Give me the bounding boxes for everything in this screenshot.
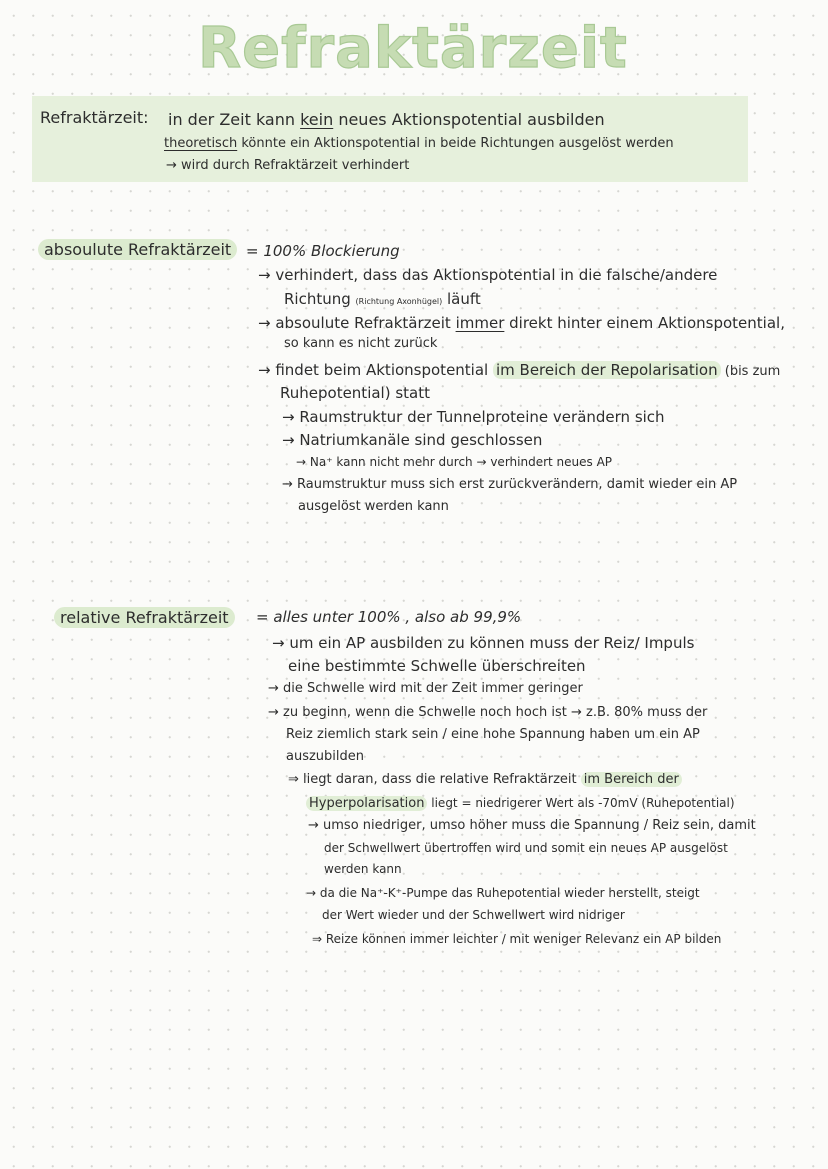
relative-definition: = alles unter 100% , also ab 99,9% bbox=[256, 608, 522, 626]
relative-line-7 bbox=[288, 772, 682, 787]
intro-text-pre: in der Zeit kann bbox=[168, 110, 301, 129]
absolute-line-5-highlight: im Bereich der Repolarisation bbox=[493, 361, 721, 379]
relative-line-8 bbox=[306, 796, 735, 811]
intro-text-post: neues Aktionspotential ausbilden bbox=[333, 110, 605, 129]
relative-line-8-post: liegt = niedrigerer Wert als -70mV (Ruhepotential) bbox=[427, 796, 735, 810]
absolute-line-3 bbox=[258, 314, 785, 332]
relative-line-12: → da die Na⁺-K⁺-Pumpe das Ruhepotential wieder herstellt, steigt bbox=[306, 886, 700, 900]
intro-line-2-underlined: theoretisch bbox=[164, 136, 238, 151]
absolute-term-label: absoulute Refraktärzeit bbox=[38, 239, 237, 260]
relative-line-14: ⇒ Reize können immer leichter / mit weniger Relevanz ein AP bilden bbox=[312, 932, 722, 946]
relative-line-11: werden kann bbox=[324, 862, 402, 876]
absolute-line-4: so kann es nicht zurück bbox=[284, 336, 438, 351]
absolute-line-5 bbox=[258, 361, 780, 379]
intro-line-2 bbox=[164, 136, 674, 151]
absolute-line-11: ausgelöst werden kann bbox=[298, 499, 449, 514]
absolute-line-3-pre: → absoulute Refraktärzeit bbox=[258, 314, 456, 332]
relative-line-1: → um ein AP ausbilden zu können muss der Reiz/ Impuls bbox=[272, 634, 695, 652]
absolute-line-2-end: läuft bbox=[447, 290, 481, 308]
relative-line-9: → umso niedriger, umso höher muss die Spannung / Reiz sein, damit bbox=[308, 818, 756, 833]
relative-line-8-highlight: Hyperpolarisation bbox=[306, 796, 427, 811]
absolute-line-5-pre: → findet beim Aktionspotential bbox=[258, 361, 493, 379]
absolute-line-6: Ruhepotential) statt bbox=[280, 384, 430, 402]
relative-line-6: auszubilden bbox=[286, 749, 365, 764]
absolute-line-1: → verhindert, dass das Aktionspotential in die falsche/andere bbox=[258, 266, 718, 284]
relative-line-4: → zu beginn, wenn die Schwelle noch hoch ist → z.B. 80% muss der bbox=[268, 705, 708, 720]
absolute-line-2 bbox=[284, 290, 481, 308]
relative-line-2: eine bestimmte Schwelle überschreiten bbox=[288, 657, 586, 675]
absolute-term bbox=[38, 240, 237, 259]
absolute-line-3-underlined: immer bbox=[455, 314, 505, 332]
absolute-definition: = 100% Blockierung bbox=[246, 242, 400, 260]
absolute-line-2-small: (Richtung Axonhügel) bbox=[355, 297, 443, 306]
relative-term bbox=[54, 608, 235, 627]
relative-line-7-highlight: im Bereich der bbox=[581, 772, 682, 787]
relative-term-label: relative Refraktärzeit bbox=[54, 607, 235, 628]
absolute-line-3-post: direkt hinter einem Aktionspotential, bbox=[504, 314, 785, 332]
absolute-line-7: → Raumstruktur der Tunnelproteine verändern sich bbox=[282, 408, 665, 426]
relative-line-10: der Schwellwert übertroffen wird und somit ein neues AP ausgelöst bbox=[324, 841, 728, 855]
absolute-line-10: → Raumstruktur muss sich erst zurückverändern, damit wieder ein AP bbox=[282, 477, 738, 492]
page-title: Refraktärzeit bbox=[198, 16, 628, 81]
absolute-line-9: → Na⁺ kann nicht mehr durch → verhindert neues AP bbox=[296, 455, 613, 469]
intro-text-underlined: kein bbox=[300, 110, 334, 129]
intro-definition bbox=[168, 110, 605, 129]
absolute-line-5-post: (bis zum bbox=[720, 364, 781, 379]
relative-line-13: der Wert wieder und der Schwellwert wird nidriger bbox=[322, 908, 625, 922]
intro-line-3: → wird durch Refraktärzeit verhindert bbox=[166, 158, 410, 173]
relative-line-3: → die Schwelle wird mit der Zeit immer geringer bbox=[268, 681, 583, 696]
absolute-line-2-text: Richtung bbox=[284, 290, 351, 308]
relative-line-5: Reiz ziemlich stark sein / eine hohe Spannung haben um ein AP bbox=[286, 727, 700, 742]
intro-line-2-rest: könnte ein Aktionspotential in beide Richtungen ausgelöst werden bbox=[237, 136, 674, 151]
absolute-line-8: → Natriumkanäle sind geschlossen bbox=[282, 431, 543, 449]
relative-line-7-pre: ⇒ liegt daran, dass die relative Refraktärzeit bbox=[288, 772, 581, 787]
intro-term: Refraktärzeit: bbox=[40, 108, 149, 127]
